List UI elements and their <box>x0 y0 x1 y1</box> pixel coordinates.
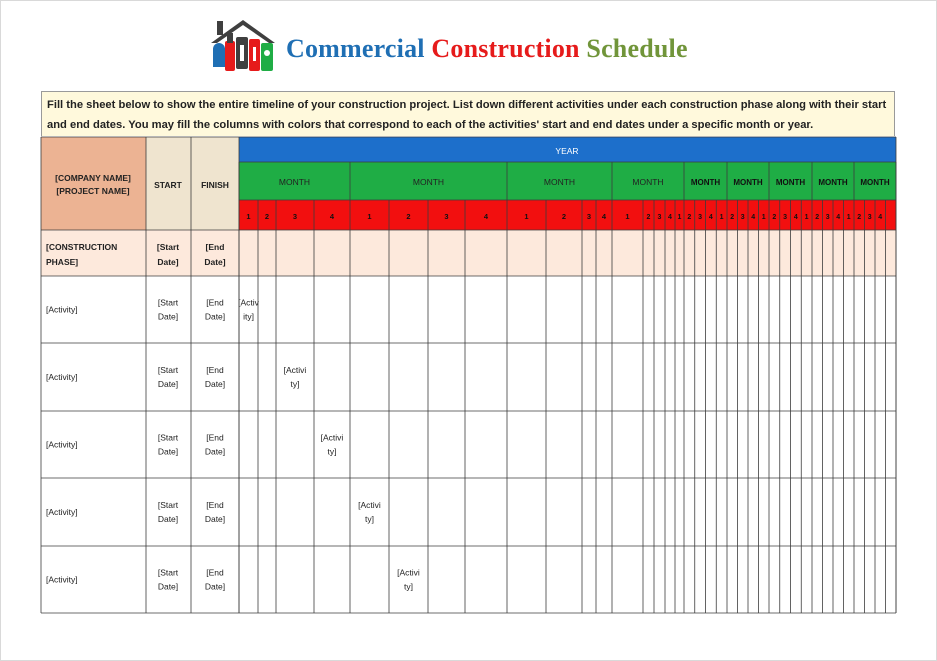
activity-name: [Activity] <box>46 574 78 585</box>
activity-cell-label-line2: ty] <box>327 446 337 457</box>
week-label: 2 <box>687 214 692 221</box>
activity-finish-line2: Date] <box>204 514 226 524</box>
activity-start-line1: [Start <box>157 567 179 578</box>
finish-column-header: FINISH <box>201 180 229 190</box>
title-word-schedule: Schedule <box>586 34 688 63</box>
activity-name: [Activity] <box>46 304 78 315</box>
week-label: 3 <box>740 214 745 221</box>
activity-finish-line1: [End <box>206 365 224 375</box>
week-label: 3 <box>586 212 592 221</box>
week-label: 3 <box>867 214 872 221</box>
week-label: 4 <box>751 214 756 221</box>
week-label: 2 <box>815 214 820 221</box>
activity-start-line2: Date] <box>157 514 179 524</box>
week-label: 4 <box>793 214 798 221</box>
week-label: 1 <box>524 212 529 221</box>
week-label: 1 <box>367 212 372 221</box>
week-label: 2 <box>646 214 651 221</box>
activity-cell-label-line2: ty] <box>365 514 374 524</box>
activity-name: [Activity] <box>46 372 78 382</box>
week-label: 4 <box>329 212 335 221</box>
phase-start-line2: Date] <box>157 257 179 267</box>
week-label: 2 <box>772 214 777 221</box>
title-word-construction: Construction <box>431 34 580 63</box>
activity-finish-line1: [End <box>206 432 224 443</box>
activity-cell-label-line1: [Activ <box>238 297 259 308</box>
activity-cell-label-line2: ity] <box>243 311 254 322</box>
month-label: MONTH <box>412 177 445 187</box>
phase-name-line1: [CONSTRUCTION <box>46 242 118 252</box>
activity-finish-line1: [End <box>206 297 224 308</box>
month-label: MONTH <box>543 177 576 187</box>
month-label: MONTH <box>775 178 806 187</box>
phase-finish-line1: [End <box>205 242 225 252</box>
phase-name-line2: PHASE] <box>46 257 79 267</box>
week-label: 4 <box>708 214 713 221</box>
month-label: MONTH <box>690 178 721 187</box>
week-label: 1 <box>804 214 809 221</box>
week-label: 1 <box>625 212 630 221</box>
activity-start-line1: [Start <box>157 432 179 443</box>
activity-start-line2: Date] <box>157 311 179 322</box>
week-label: 1 <box>246 212 251 221</box>
week-label: 3 <box>698 214 703 221</box>
phase-finish-line2: Date] <box>204 257 226 267</box>
week-label: 1 <box>761 214 766 221</box>
activity-start-line2: Date] <box>157 446 179 457</box>
activity-cell-label-line2: ty] <box>290 379 300 389</box>
month-label: MONTH <box>278 177 311 187</box>
week-label: 4 <box>878 214 883 221</box>
activity-start-line2: Date] <box>157 581 179 592</box>
activity-finish-line2: Date] <box>204 446 226 457</box>
month-label: MONTH <box>733 178 763 187</box>
activity-name: [Activity] <box>46 507 78 517</box>
week-label: 3 <box>657 214 662 221</box>
week-label: 2 <box>730 214 735 221</box>
week-label: 4 <box>836 214 841 221</box>
week-label: 1 <box>846 214 851 221</box>
week-label: 1 <box>677 214 682 221</box>
company-name-label: [COMPANY NAME] <box>55 173 131 183</box>
company-header-cell <box>41 137 146 230</box>
activity-cell-label-line1: [Activi <box>358 500 381 510</box>
activity-finish-line1: [End <box>206 500 224 510</box>
activity-start-line1: [Start <box>157 500 179 510</box>
start-column-header: START <box>154 180 182 190</box>
activity-cell-label-line1: [Activi <box>283 365 307 375</box>
week-label: 4 <box>601 212 607 221</box>
week-label: 2 <box>406 212 411 221</box>
week-label: 3 <box>292 212 298 221</box>
week-label: 2 <box>561 212 567 221</box>
activity-cell-label-line1: [Activi <box>397 567 420 578</box>
activity-cell-label-line2: ty] <box>404 581 413 592</box>
instructions-box: Fill the sheet below to show the entire timeline of your construction project. List down different activities under each construction phase along with their start and end dates. You may fill the columns with colors that correspond to each of the activities' start and end dates under a specific month or year. <box>41 91 895 136</box>
week-label: 1 <box>719 214 724 221</box>
week-label: 4 <box>668 214 672 221</box>
phase-start-line1: [Start <box>156 242 180 252</box>
week-label: 2 <box>857 214 862 221</box>
activity-finish-line1: [End <box>206 567 224 578</box>
activity-name: [Activity] <box>46 439 78 450</box>
phase-row-bg <box>41 230 896 276</box>
activity-start-line1: [Start <box>157 297 179 308</box>
year-label: YEAR <box>555 146 579 156</box>
activity-start-line1: [Start <box>157 365 179 375</box>
month-label: MONTH <box>860 178 890 187</box>
week-label: 3 <box>783 214 788 221</box>
month-label: MONTH <box>632 177 664 187</box>
project-name-label: [PROJECT NAME] <box>56 186 130 196</box>
week-label: 4 <box>483 212 489 221</box>
week-label: 3 <box>444 212 449 221</box>
week-label: 2 <box>264 212 270 221</box>
activity-finish-line2: Date] <box>204 581 226 592</box>
activity-start-line2: Date] <box>157 379 179 389</box>
activity-cell-label-line1: [Activi <box>320 432 344 443</box>
week-label: 3 <box>825 214 830 221</box>
activity-finish-line2: Date] <box>204 379 226 389</box>
activity-finish-line2: Date] <box>204 311 226 322</box>
title-word-commercial: Commercial <box>286 34 425 63</box>
month-label: MONTH <box>818 178 848 187</box>
